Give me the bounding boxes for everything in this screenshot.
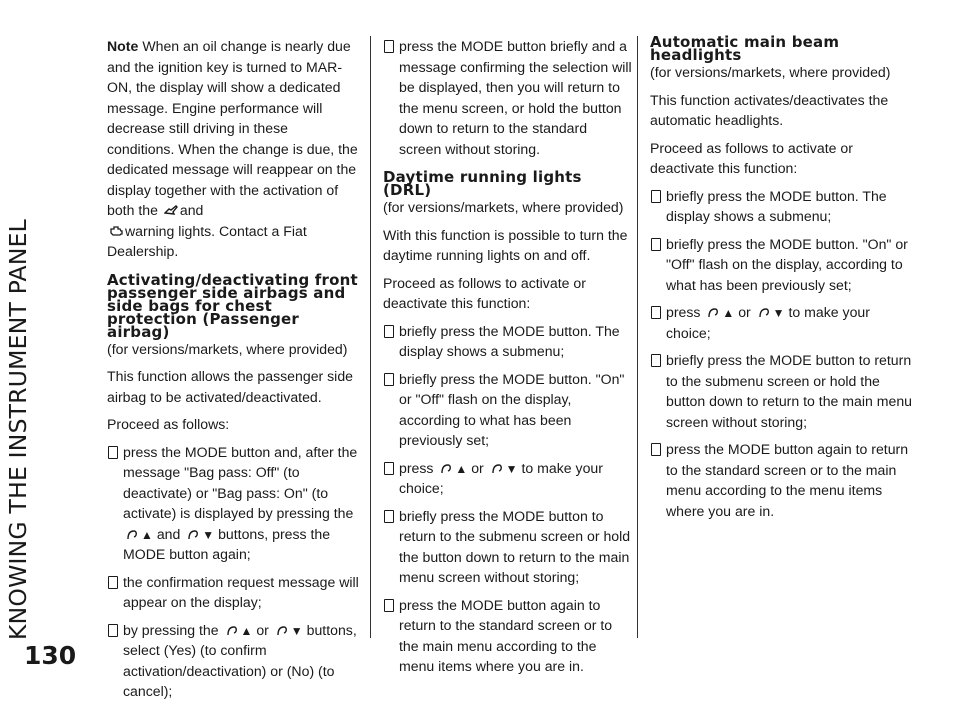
checkbox-bullet-icon (384, 599, 394, 612)
stalk-up-icon (706, 306, 720, 318)
bullet-text: to make your choice; (666, 304, 870, 341)
section-side-title: KNOWING THE INSTRUMENT PANEL (4, 219, 32, 640)
drl-heading: Daytime running lights (DRL) (383, 168, 582, 199)
column-divider-2 (637, 36, 638, 638)
bullet-text: press (399, 459, 434, 476)
airbag-subtitle: (for versions/markets, where provided) (107, 340, 348, 357)
bullet-text: briefly press the MODE button. The display shows a submenu; (399, 322, 620, 359)
checkbox-bullet-icon (384, 510, 394, 523)
arrow-down-icon: ▼ (290, 623, 303, 638)
page-number: 130 (24, 641, 77, 670)
bullet-text: briefly press the MODE button to return to the submenu screen or hold the button down to return to the main menu screen without storing; (666, 352, 913, 430)
bullet-text: press (666, 304, 701, 320)
note-paragraph (107, 36, 359, 262)
airbag-heading: Activating/deactivating front passenger side airbags and side bags for chest protection (Passenger airbag) (107, 270, 358, 341)
stalk-up-icon (225, 624, 239, 636)
arrow-down-icon: ▼ (772, 306, 785, 320)
bullet-text: press the MODE button again to return to the standard screen or to the main menu according to the menu items where you are in. (666, 441, 909, 519)
checkbox-bullet-icon (384, 462, 394, 475)
arrow-up-icon: ▲ (240, 623, 253, 638)
stalk-up-icon (439, 462, 453, 474)
list-item (650, 302, 912, 343)
list-item (107, 572, 359, 613)
note-text-1: When an oil change is nearly due and the ignition key is turned to MAR-ON, the display will show a dedicated message. Engine performance will decrease still driving in these conditions. When the change is due, the dedicated message will reappear on the display together with the activation of both the (107, 38, 358, 218)
main-beam-heading: Automatic main beam headlights (650, 33, 840, 64)
bullet-text: buttons, press the MODE button again; (123, 525, 331, 562)
main-beam-para-2: Proceed as follows to activate or deactivate this function: (650, 139, 853, 176)
checkbox-bullet-icon (651, 306, 661, 319)
bullet-connector: or (738, 304, 751, 320)
column-1 (107, 36, 359, 709)
checkbox-bullet-icon (108, 576, 118, 589)
bullet-text: buttons, select (Yes) (to confirm activation/deactivation) or (No) (to cancel); (123, 621, 357, 699)
main-beam-para-1: This function activates/deactivates the automatic headlights. (650, 91, 889, 128)
bullet-connector: or (471, 459, 484, 476)
stalk-down-icon (757, 306, 771, 318)
bullet-text: press the MODE button again to return to the standard screen or to the main menu according to the menu items where you are in. (399, 596, 613, 674)
arrow-up-icon: ▲ (141, 527, 153, 542)
list-item (383, 506, 633, 588)
service-wrench-icon (164, 204, 178, 216)
checkbox-bullet-icon (651, 354, 661, 367)
bullet-text: briefly press the MODE button to return to the submenu screen or hold the button down to return to the main menu screen without storing; (399, 507, 631, 585)
note-and: and (179, 202, 204, 218)
list-item (383, 321, 633, 362)
list-item (650, 186, 912, 227)
stalk-down-icon (275, 624, 289, 636)
arrow-up-icon: ▲ (455, 461, 468, 476)
airbag-para-1: This function allows the passenger side airbag to be activated/deactivated. (107, 368, 353, 405)
list-item (383, 369, 633, 451)
checkbox-bullet-icon (384, 373, 394, 386)
bullet-text: press the MODE button briefly and a message confirming the selection will be displayed, then you will return to the menu screen, or hold the button down to return to the standard screen without storing. (399, 38, 632, 157)
checkbox-bullet-icon (384, 325, 394, 338)
note-label: Note (107, 38, 139, 54)
bullet-text: briefly press the MODE button. "On" or "Off" flash on the display, according to what has been previously set; (666, 235, 908, 293)
list-item (383, 595, 633, 677)
checkbox-bullet-icon (651, 238, 661, 251)
checkbox-bullet-icon (108, 624, 118, 637)
bullet-connector: and (156, 525, 181, 542)
bullet-text: to make your choice; (399, 459, 603, 496)
drl-subtitle: (for versions/markets, where provided) (383, 199, 624, 215)
stalk-down-icon (186, 528, 200, 540)
engine-warning-icon (109, 225, 123, 237)
checkbox-bullet-icon (651, 443, 661, 456)
checkbox-bullet-icon (651, 190, 661, 203)
list-item (383, 458, 633, 499)
list-item (107, 620, 359, 702)
list-item (107, 442, 359, 565)
list-item (383, 36, 633, 159)
list-item (650, 439, 912, 521)
stalk-down-icon (490, 462, 504, 474)
airbag-para-2: Proceed as follows: (107, 416, 230, 432)
list-item (650, 350, 912, 432)
checkbox-bullet-icon (384, 40, 394, 53)
arrow-up-icon: ▲ (722, 306, 735, 320)
bullet-text: the confirmation request message will appear on the display; (123, 573, 359, 610)
checkbox-bullet-icon (108, 446, 118, 459)
bullet-text: briefly press the MODE button. "On" or "Off" flash on the display, according to what has been previously set; (399, 370, 625, 448)
bullet-text: press the MODE button and, after the message "Bag pass: Off" (to deactivate) or "Bag pass: On" (to activate) is displayed by pressing the (123, 443, 358, 521)
column-divider-1 (370, 36, 371, 638)
stalk-up-icon (125, 528, 139, 540)
bullet-text: briefly press the MODE button. The display shows a submenu; (666, 187, 887, 224)
arrow-down-icon: ▼ (505, 461, 518, 476)
bullet-text: by pressing the (123, 621, 219, 638)
drl-para-2: Proceed as follows to activate or deactivate this function: (383, 274, 586, 311)
column-2 (383, 36, 633, 684)
arrow-down-icon: ▼ (202, 527, 215, 542)
main-beam-subtitle: (for versions/markets, where provided) (650, 64, 891, 80)
note-text-2: warning lights. Contact a Fiat Dealership. (107, 222, 307, 259)
drl-para-1: With this function is possible to turn the daytime running lights on and off. (383, 226, 628, 263)
list-item (650, 234, 912, 296)
bullet-connector: or (256, 621, 269, 638)
column-3 (650, 33, 913, 528)
